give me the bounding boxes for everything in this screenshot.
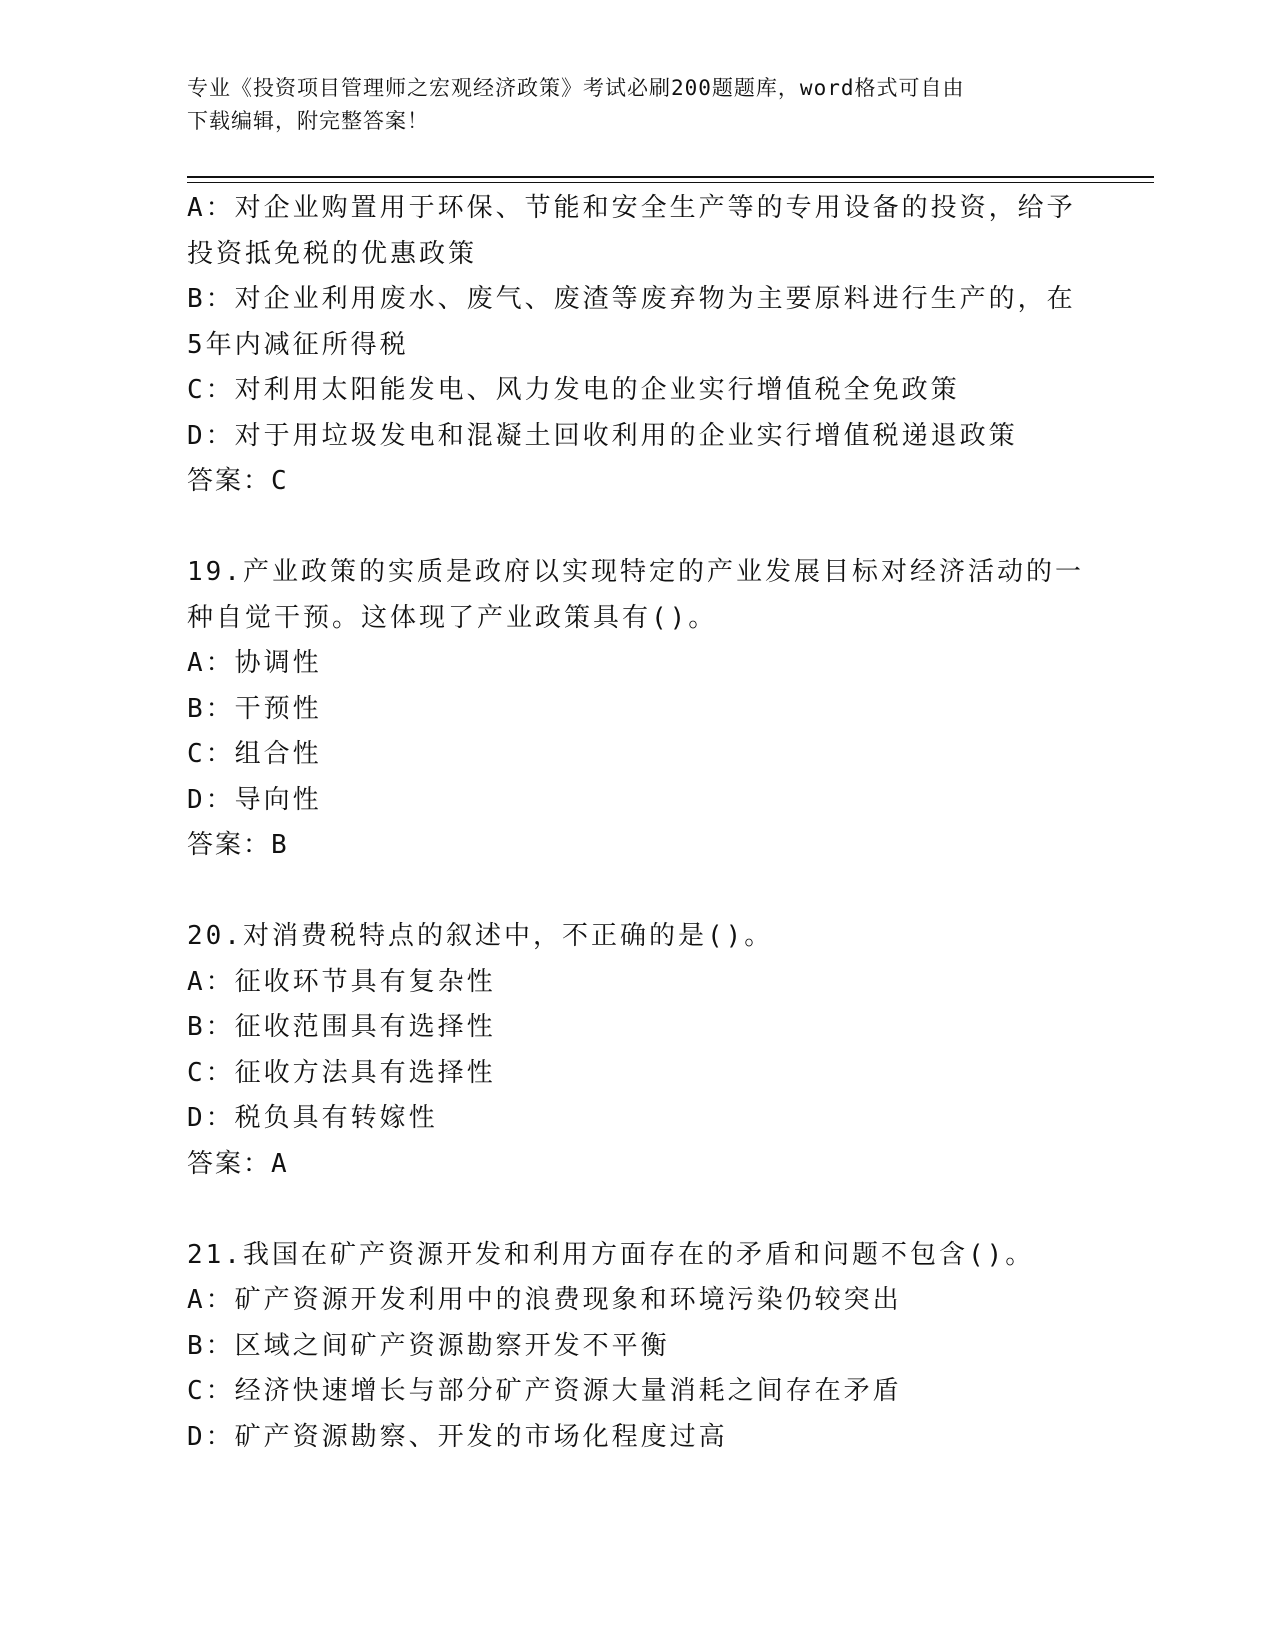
question-text: 21.我国在矿产资源开发和利用方面存在的矛盾和问题不包含()。	[187, 1239, 1035, 1270]
option-d: D：税负具有转嫁性	[187, 1103, 438, 1133]
option-c: C：征收方法具有选择性	[187, 1057, 496, 1088]
option-d: D：导向性	[187, 784, 322, 815]
answer: 答案：B	[187, 830, 289, 860]
spacer	[187, 869, 1087, 915]
answer: 答案：C	[187, 466, 289, 496]
option-c: C：对利用太阳能发电、风力发电的企业实行增值税全免政策	[187, 375, 960, 405]
header-line-2: 下载编辑，附完整答案！	[187, 109, 429, 133]
question-21	[187, 1233, 1087, 1461]
option-a-line-1: A：对企业购置用于环保、节能和安全生产等的专用设备的投资，给予	[187, 193, 1076, 223]
answer: 答案：A	[187, 1148, 289, 1179]
option-a: A：征收环节具有复杂性	[187, 966, 496, 997]
option-d: D：矿产资源勘察、开发的市场化程度过高	[187, 1421, 728, 1452]
header-rule-thick	[187, 176, 1154, 178]
question-text-line-1: 19.产业政策的实质是政府以实现特定的产业发展目标对经济活动的一	[187, 557, 1084, 587]
option-b: B：征收范围具有选择性	[187, 1012, 496, 1042]
option-a: A：协调性	[187, 648, 322, 678]
question-20	[187, 914, 1087, 1187]
option-b-line-1: B：对企业利用废水、废气、废渣等废弃物为主要原料进行生产的，在	[187, 284, 1076, 314]
question-text: 20.对消费税特点的叙述中，不正确的是()。	[187, 921, 774, 951]
option-c: C：组合性	[187, 739, 322, 769]
header-line-1: 专业《投资项目管理师之宏观经济政策》考试必刷200题题库，word格式可自由	[187, 76, 965, 100]
question-list	[187, 186, 1087, 1460]
header-rule-thin	[187, 182, 1154, 183]
spacer	[187, 1187, 1087, 1233]
question-text-line-2: 种自觉干预。这体现了产业政策具有()。	[187, 602, 718, 633]
option-b: B：区域之间矿产资源勘察开发不平衡	[187, 1330, 670, 1361]
option-d: D：对于用垃圾发电和混凝土回收利用的企业实行增值税递退政策	[187, 420, 1018, 451]
option-c: C：经济快速增长与部分矿产资源大量消耗之间存在矛盾	[187, 1376, 902, 1406]
question-18-options	[187, 186, 1087, 505]
option-a: A：矿产资源开发利用中的浪费现象和环境污染仍较突出	[187, 1285, 902, 1315]
option-a-line-2: 投资抵免税的优惠政策	[187, 238, 478, 269]
question-19	[187, 550, 1087, 869]
option-b: B：干预性	[187, 693, 322, 724]
option-b-line-2: 5年内减征所得税	[187, 329, 409, 360]
spacer	[187, 505, 1087, 551]
document-header	[187, 72, 1067, 138]
